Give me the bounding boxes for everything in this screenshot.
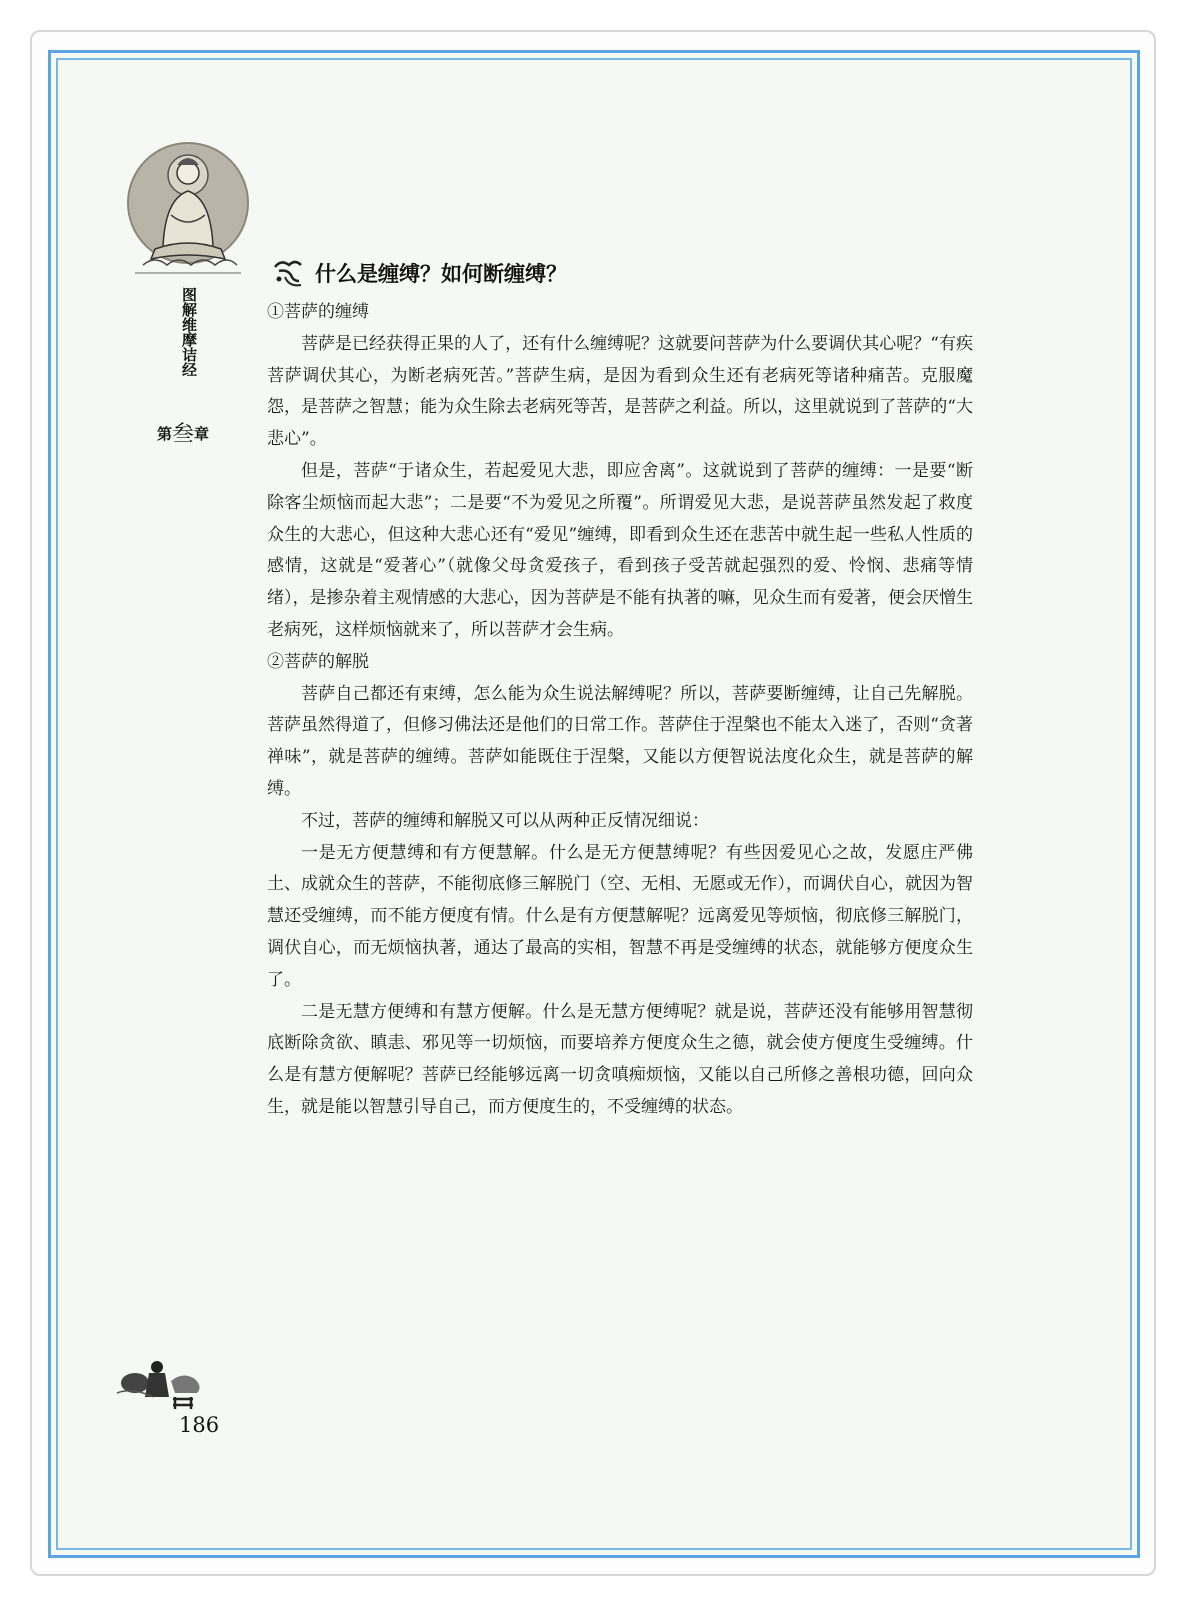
- buddha-illustration: [125, 137, 251, 279]
- subtitle-bodhisattva-bondage: ①菩萨的缠缚: [267, 302, 369, 322]
- subtitle-bodhisattva-liberation: ②菩萨的解脱: [267, 651, 369, 672]
- paragraph: 菩萨自己都还有束缚，怎么能为众生说法解缚呢？所以，菩萨要断缠缚，让自己先解脱。菩萨虽然得道了，但修习佛法还是他们的日常工作。菩萨住于涅槃也不能太入迷了，否则“贪著禅味”，就是菩萨的缠缚。菩萨如能既住于涅槃，又能以方便智说法度化众生，就是菩萨的解缚。: [267, 683, 973, 799]
- chapter-number: 叁: [172, 422, 195, 447]
- monk-illustration: [113, 1353, 217, 1413]
- chapter-label: [157, 417, 209, 448]
- page-number: 186: [179, 1413, 220, 1437]
- chapter-suffix: 章: [194, 425, 210, 443]
- book-title-vertical: 图解维摩诘经: [180, 287, 198, 377]
- paragraph: 二是无慧方便缚和有慧方便解。什么是无慧方便缚呢？就是说，菩萨还没有能够用智慧彻底断除贪欲、瞋恚、邪见等一切烦恼，而要培养方便度众生之德，就会使方便度生受缠缚。什么是有慧方便解呢？菩萨已经能够远离一切贪嗔痴烦恼，又能以自己所修之善根功德，回向众生，就是能以智慧引导自己，而方便度生的，不受缠缚的状态。: [267, 1001, 973, 1117]
- heading-title: 什么是缠缚？如何断缠缚？: [315, 262, 567, 286]
- article-body: [267, 297, 973, 1124]
- paragraph: 一是无方便慧缚和有方便慧解。什么是无方便慧缚呢？有些因爱见心之故，发愿庄严佛土、成就众生的菩萨，不能彻底修三解脱门（空、无相、无愿或无作），而调伏自心，就因为智慧还受缠缚，而不能方便度有情。什么是有方便慧解呢？远离爱见等烦恼，彻底修三解脱门，调伏自心，而无烦恼执著，通达了最高的实相，智慧不再是受缠缚的状态，就能够方便度众生了。: [267, 842, 973, 990]
- paragraph: 不过，菩萨的缠缚和解脱又可以从两种正反情况细说：: [301, 810, 709, 831]
- paragraph: 但是，菩萨“于诸众生，若起爱见大悲，即应舍离”。这就说到了菩萨的缠缚：一是要“断除客尘烦恼而起大悲”；二是要“不为爱见之所覆”。所谓爱见大悲，是说菩萨虽然发起了救度众生的大悲心，但这种大悲心还有“爱见”缠缚，即看到众生还在悲苦中就生起一些私人性质的感情，这就是“爱著心”（就像父母贪爱孩子，看到孩子受苦就起强烈的爱、怜悯、悲痛等情绪），是掺杂着主观情感的大悲心，因为菩萨是不能有执著的嘛，见众生而有爱著，便会厌憎生老病死，这样烦恼就来了，所以菩萨才会生病。: [267, 460, 973, 640]
- section-heading: [271, 257, 991, 289]
- chapter-prefix: 第: [157, 425, 173, 443]
- book-page: [48, 50, 1140, 1558]
- paragraph: 菩萨是已经获得正果的人了，还有什么缠缚呢？这就要问菩萨为什么要调伏其心呢？“有疾菩萨调伏其心，为断老病死苦。”菩萨生病，是因为看到众生还有老病死等诸种痛苦。克服魔怨，是菩萨之智慧；能为众生除去老病死等苦，是菩萨之利益。所以，这里就说到了菩萨的“大悲心”。: [267, 333, 973, 450]
- cloud-ornament-icon: [271, 257, 307, 289]
